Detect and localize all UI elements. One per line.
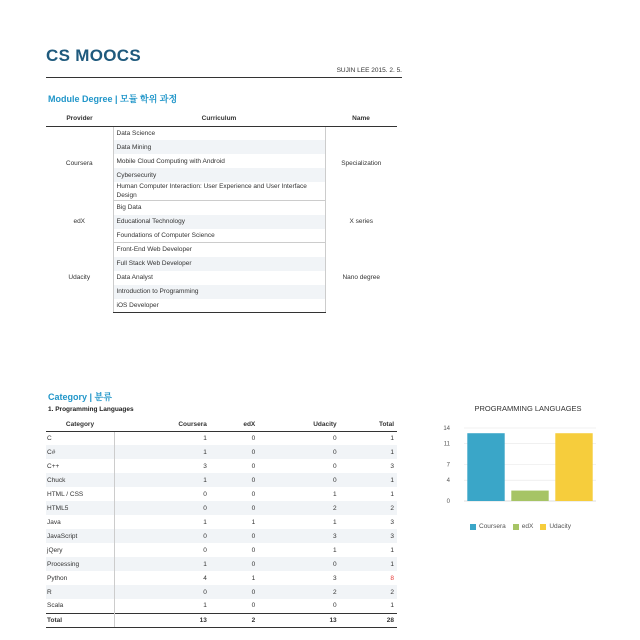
col-provider: Provider [46,112,113,126]
program-name-cell: Specialization [325,126,397,201]
count-cell: 1 [114,557,210,571]
curriculum-cell: Foundations of Computer Science [113,229,325,243]
total-cell: 13 [114,613,210,627]
bar-udacity [555,433,592,501]
count-cell: 0 [251,490,256,498]
count-cell: 3 [203,462,207,470]
table-row [46,431,397,445]
count-cell: 0 [333,462,337,470]
total-cell: 13 [258,613,339,627]
count-cell: 3 [340,529,397,543]
category-cell: Chuck [46,473,114,487]
table-row [46,585,397,599]
category-cell: C++ [46,459,114,473]
count-cell: 0 [210,445,258,459]
table-row [46,501,397,515]
page-title: CS MOOCS [46,46,141,65]
legend-swatch [470,524,476,530]
count-cell: 1 [333,518,337,526]
count-cell: 0 [114,529,210,543]
curriculum-cell: Data Science [113,126,325,140]
bar-coursera [467,433,504,501]
count-cell: 1 [203,434,207,442]
curriculum-cell: Cybersecurity [113,168,325,182]
count-cell: 3 [390,518,394,526]
legend-label: edX [521,523,534,530]
y-tick-label: 11 [443,441,450,448]
curriculum-cell: Big Data [113,201,325,215]
category-cell: Processing [46,557,114,571]
y-tick-label: 4 [446,478,450,485]
module-row [46,201,397,215]
category-table [46,418,397,628]
category-subheading: 1. Programming Languages [48,406,134,413]
count-cell: 0 [258,445,339,459]
y-tick-label: 7 [446,462,450,469]
module-heading: Module Degree | 모듈 학위 과정 [48,94,178,104]
curriculum-cell: Data Mining [113,140,325,154]
category-cell: Java [46,515,114,529]
table-row [46,515,397,529]
total-row [46,613,397,627]
count-cell: 2 [258,585,339,599]
count-cell: 4 [203,574,207,582]
count-cell: 0 [258,557,339,571]
count-cell: 0 [210,473,258,487]
curriculum-cell: Educational Technology [113,215,325,229]
table-row [46,529,397,543]
category-cell: jQery [46,543,114,557]
curriculum-cell: iOS Developer [113,299,325,313]
count-cell: 1 [203,518,207,526]
author-date: SUJIN LEE 2015. 2. 5. [336,67,402,74]
bar-edx [511,491,548,501]
curriculum-cell: Front-End Web Developer [113,243,325,257]
count-cell: 0 [210,557,258,571]
count-cell: 1 [390,434,394,442]
total-label: Total [46,613,114,627]
count-cell: 1 [390,490,394,498]
count-cell: 1 [203,602,207,610]
total-cell: 2 [210,613,258,627]
count-cell: 0 [203,546,207,554]
legend-item [470,523,506,530]
module-row [46,126,397,140]
count-cell: 1 [390,602,394,610]
program-name-cell: Nano degree [325,243,397,313]
count-cell: 1 [340,445,397,459]
count-cell: 0 [251,462,256,470]
y-tick-label: 0 [446,499,450,505]
count-cell: 0 [333,602,337,610]
table-row [46,445,397,459]
count-cell: 2 [340,585,397,599]
count-cell: 0 [251,546,256,554]
legend-swatch [513,524,519,530]
legend-swatch [540,524,546,530]
col-name: Name [325,112,397,126]
provider-cell: Coursera [46,126,113,201]
col-coursera: Coursera [114,418,210,431]
table-row [46,487,397,501]
category-cell: C [46,431,114,445]
col-category: Category [46,418,114,431]
table-row [46,543,397,557]
legend-label: Coursera [479,523,506,530]
category-cell: HTML5 [46,501,114,515]
legend-item [513,523,534,530]
count-cell: 2 [258,501,339,515]
provider-cell: edX [46,201,113,243]
count-cell: 2 [340,501,397,515]
count-cell: 0 [114,501,210,515]
program-name-cell: X series [325,201,397,243]
chart-legend [470,523,571,530]
total-cell: 28 [340,613,397,627]
count-cell: 1 [333,546,337,554]
category-cell: HTML / CSS [46,487,114,501]
count-cell: 0 [203,490,207,498]
count-cell: 1 [114,445,210,459]
count-cell: 1 [333,490,337,498]
count-cell: 0 [251,434,256,442]
count-cell: 1 [251,518,256,526]
table-row [46,473,397,487]
count-cell: 1 [114,473,210,487]
curriculum-cell: Introduction to Programming [113,285,325,299]
category-cell: C# [46,445,114,459]
curriculum-cell: Data Analyst [113,271,325,285]
category-cell: Scala [46,599,114,613]
legend-item [540,523,571,530]
legend-label: Udacity [549,523,571,530]
count-cell: 3 [333,574,337,582]
table-row [46,459,397,473]
provider-cell: Udacity [46,243,113,313]
chart-title: PROGRAMMING LANGUAGES [474,404,582,413]
table-row [46,571,397,585]
count-cell: 0 [114,585,210,599]
category-cell: R [46,585,114,599]
count-cell: 1 [390,546,394,554]
col-udacity: Udacity [258,418,339,431]
col-total: Total [340,418,397,431]
curriculum-cell: Mobile Cloud Computing with Android [113,154,325,168]
col-edx: edX [210,418,258,431]
count-cell: 0 [210,501,258,515]
programming-languages-chart [440,400,600,540]
count-cell: 0 [210,529,258,543]
y-tick-label: 14 [443,426,450,432]
count-cell: 0 [210,585,258,599]
count-cell: 0 [333,434,337,442]
category-cell: JavaScript [46,529,114,543]
count-cell: 3 [390,462,394,470]
count-cell: 1 [340,557,397,571]
module-table [46,112,397,313]
title-divider [46,77,402,78]
col-curriculum: Curriculum [113,112,325,126]
count-cell: 8 [390,574,394,582]
category-heading: Category | 분류 [48,392,112,402]
count-cell: 0 [251,602,256,610]
category-cell: Python [46,571,114,585]
curriculum-cell: Human Computer Interaction: User Experience and User Interface Design [113,182,325,201]
count-cell: 1 [251,574,256,582]
count-cell: 1 [340,473,397,487]
table-row [46,599,397,613]
curriculum-cell: Full Stack Web Developer [113,257,325,271]
module-row [46,243,397,257]
count-cell: 0 [258,473,339,487]
table-row [46,557,397,571]
count-cell: 3 [258,529,339,543]
